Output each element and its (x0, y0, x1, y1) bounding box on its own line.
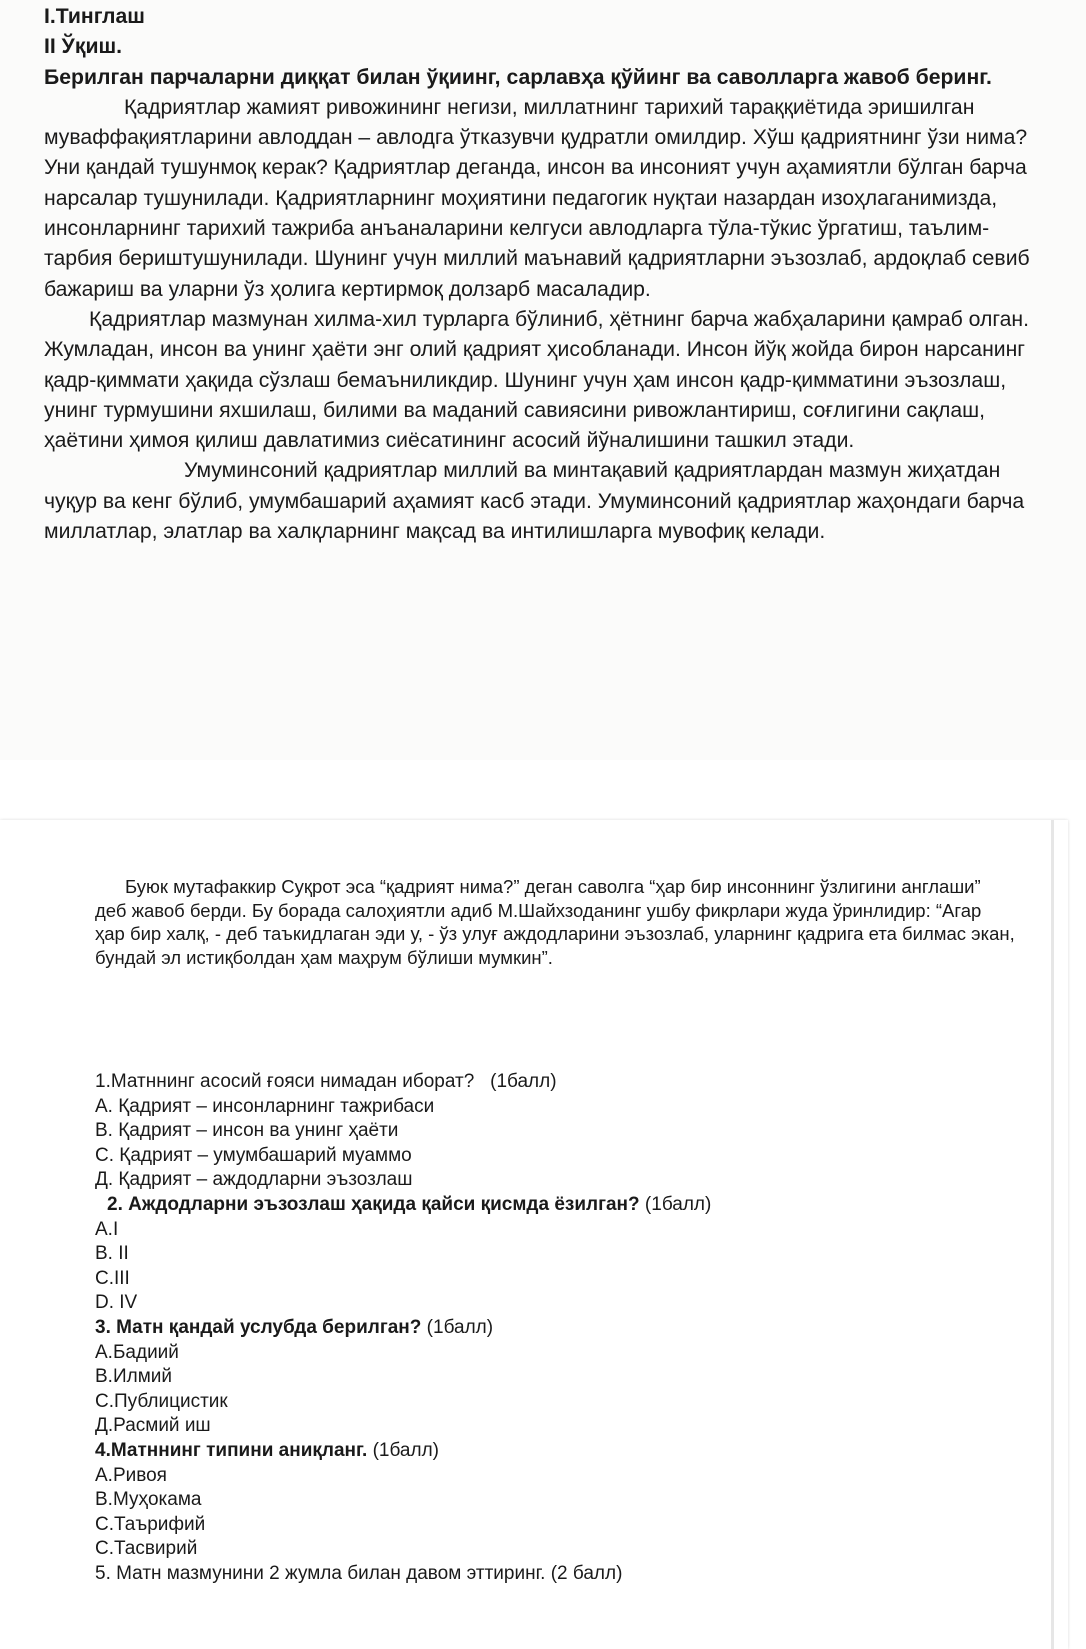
question-2-option-c: С.III (95, 1267, 130, 1289)
heading-listening: I.Тинглаш (44, 5, 145, 28)
instruction: Берилган парчаларни диққат билан ўқиинг, сарлавҳа қўйинг ва саволларга жавоб беринг. (44, 65, 992, 89)
question-4-points: (1балл) (372, 1439, 439, 1461)
question-4 (95, 1439, 1035, 1464)
paragraph-3: Умуминсоний қадриятлар миллий ва минтақавий қадриятлардан мазмун жиҳатдан чуқур ва кенг бўлиб, умумбашарий аҳамият касб этади. Умуминсоний қадриятлар жаҳондаги барча миллатлар, элатлар ва халқларнинг мақсад ва интилишларга мувофиқ келади. (44, 459, 1025, 544)
page-edge-divider (1051, 820, 1054, 1649)
paragraph-2: Қадриятлар мазмунан хилма-хил турларга бўлиниб, ҳётнинг барча жабҳаларини қамраб олган. Жумладан, инсон ва унинг ҳаёти энг олий қадрият ҳисобланади. Инсон йўқ жойда бирон нарсанинг қадр-қиммати ҳақида сўзлаш бемаъниликдир. Шунинг учун ҳам инсон қадр-қимматини эъзозлаш, унинг турмушини яхшилаш, билими ва маданий савиясини ривожлантириш, соғлигини сақлаш, ҳаётини ҳимоя қилиш давлатимиз сиёсатининг асосий йўналишини ташкил этади. (44, 307, 1029, 453)
question-3-option-b: В.Илмий (95, 1366, 172, 1388)
question-1-option-a: А. Қадрият – инсонларнинг тажрибаси (95, 1095, 435, 1117)
quote-paragraph: Буюк мутафаккир Суқрот эса “қадрият нима?” деган саволга “ҳар бир инсоннинг ўзлигини англаши” деб жавоб берди. Бу борада салоҳиятли адиб М.Шайхзоданинг ушбу фикрлари жуда ўринлидир: “Агар ҳар бир халқ, - деб таъкидлаган эди у, - ўз улуғ аждодларини эъзозлаб, уларнинг қадрига ета билмас экан, бундай эл истиқболдан ҳам маҳрум бўлиши мумкин”. (95, 876, 1015, 968)
question-2 (95, 1193, 1035, 1218)
paragraph-1: Қадриятлар жамият ривожининг негизи, миллатнинг тарихий тараққиётида эришилган муваффақиятларини авлоддан – авлодга ўтказувчи қудратли омилдир. Хўш қадриятнинг ўзи нима? Уни қандай тушунмоқ керак? Қадриятлар деганда, инсон ва инсоният учун аҳамиятли бўлган барча нарсалар тушунилади. Қадриятларнинг моҳиятини педагогик нуқтаи назардан изоҳлаганимизда, инсонларнинг тарихий тажриба анъаналарини келгуси авлодларга тўла-тўкис ўргатиш, таълим-тарбия бериштушунилади. Шунинг учун миллий маънавий қадриятларни эъзозлаб, ардоқлаб севиб бажариш ва уларни ўз ҳолига кертирмоқ долзарб масаладир. (44, 95, 1030, 301)
question-3-option-d: Д.Расмий иш (95, 1415, 211, 1437)
question-1-option-c: С. Қадрият – умумбашарий муаммо (95, 1144, 412, 1166)
heading-reading: II Ўқиш. (44, 35, 123, 59)
question-3-option-c: С.Публицистик (95, 1390, 228, 1412)
question-2-option-b: В. II (95, 1243, 129, 1265)
question-2-points: (1балл) (644, 1193, 712, 1215)
question-1-option-d: Д. Қадрият – аждодларни эъзозлаш (95, 1169, 413, 1191)
question-2-option-d: D. IV (95, 1292, 138, 1314)
question-3 (95, 1316, 1035, 1341)
question-4-option-d: С.Тасвирий (95, 1538, 198, 1560)
question-3-option-a: А.Бадиий (95, 1341, 179, 1363)
question-1 (95, 1070, 1035, 1095)
question-4-option-b: В.Муҳокама (95, 1489, 202, 1511)
question-4-option-c: С.Таърифий (95, 1513, 206, 1535)
question-2-text: 2. Аждодларни эъзозлаш ҳақида қайси қисмда ёзилган? (107, 1193, 640, 1215)
question-1-points: (1балл) (490, 1071, 557, 1092)
question-3-text: 3. Матн қандай услубда берилган? (95, 1316, 422, 1338)
question-4-text: 4.Матннинг типини аниқланг. (95, 1439, 368, 1461)
question-1-text: 1.Матннинг асосий ғояси нимадан иборат? (95, 1071, 475, 1092)
quote-and-questions-section (0, 820, 1068, 1649)
question-5: 5. Матн мазмунини 2 жумла билан давом эттиринг. (2 балл) (95, 1562, 623, 1584)
question-1-option-b: В. Қадрият – инсон ва унинг ҳаёти (95, 1120, 399, 1142)
reading-text-body (44, 2, 1054, 547)
question-3-points: (1балл) (426, 1316, 494, 1338)
questions-list (95, 1070, 1035, 1586)
question-4-option-a: А.Ривоя (95, 1464, 167, 1486)
reading-text-section (0, 0, 1086, 760)
question-2-option-a: А.I (95, 1218, 119, 1240)
